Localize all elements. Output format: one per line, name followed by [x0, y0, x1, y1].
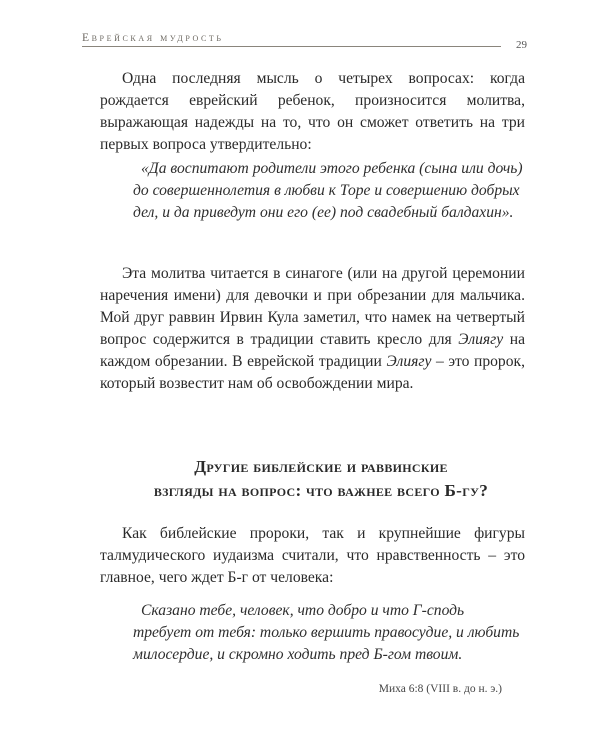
paragraph-prayer-intro: Одна последняя мысль о четырех вопросах: когда рождается еврейский ребенок, произносится молитва, выражающая надежды на то, что он сможет ответить на три первых вопроса утвердительно:	[100, 70, 525, 153]
running-header	[82, 30, 527, 50]
paragraph-text: Эта молитва читается в синагоге (или на другой церемонии наречения имени) для девочки и при обрезании для мальчика. Мой друг раввин Ирвин Кула заметил, что намек на четвертый вопрос содержится в традиции ставить кресло для	[100, 265, 525, 348]
name-eliyahu: Элиягу	[458, 331, 504, 348]
section-heading	[120, 455, 522, 503]
running-title: Еврейская мудрость	[82, 32, 224, 44]
paragraph-text: на каждом обрезании. В еврейской традиции	[100, 331, 525, 370]
heading-line-2: взгляды на вопрос: что важнее всего Б-гу?	[153, 481, 489, 500]
name-eliyahu: Элиягу	[386, 353, 432, 370]
paragraph-text: – это пророк, который возвестит нам об освобождении мира.	[100, 353, 525, 392]
page-number: 29	[516, 39, 527, 51]
header-rule	[82, 46, 501, 47]
quote-prayer: «Да воспитают родители этого ребенка (сына или дочь) до совершеннолетия в любви к Торе и совершению добрых дел, и да приведут они его (ее) под свадебный балдахин».	[133, 160, 523, 221]
heading-line-1: Другие библейские и раввинские	[194, 457, 448, 476]
quote-attribution: Миха 6:8 (VIII в. до н. э.)	[378, 683, 502, 695]
quote-micah: Сказано тебе, человек, что добро и что Г-сподь требует от тебя: только вершить правосудие, и любить милосердие, и скромно ходить пред Б-гом твоим.	[133, 602, 520, 663]
paragraph-prayer-context	[100, 263, 525, 395]
paragraph-prophets: Как библейские пророки, так и крупнейшие фигуры талмудического иудаизма считали, что нравственность – это главное, чего ждет Б-г от человека:	[100, 525, 525, 586]
